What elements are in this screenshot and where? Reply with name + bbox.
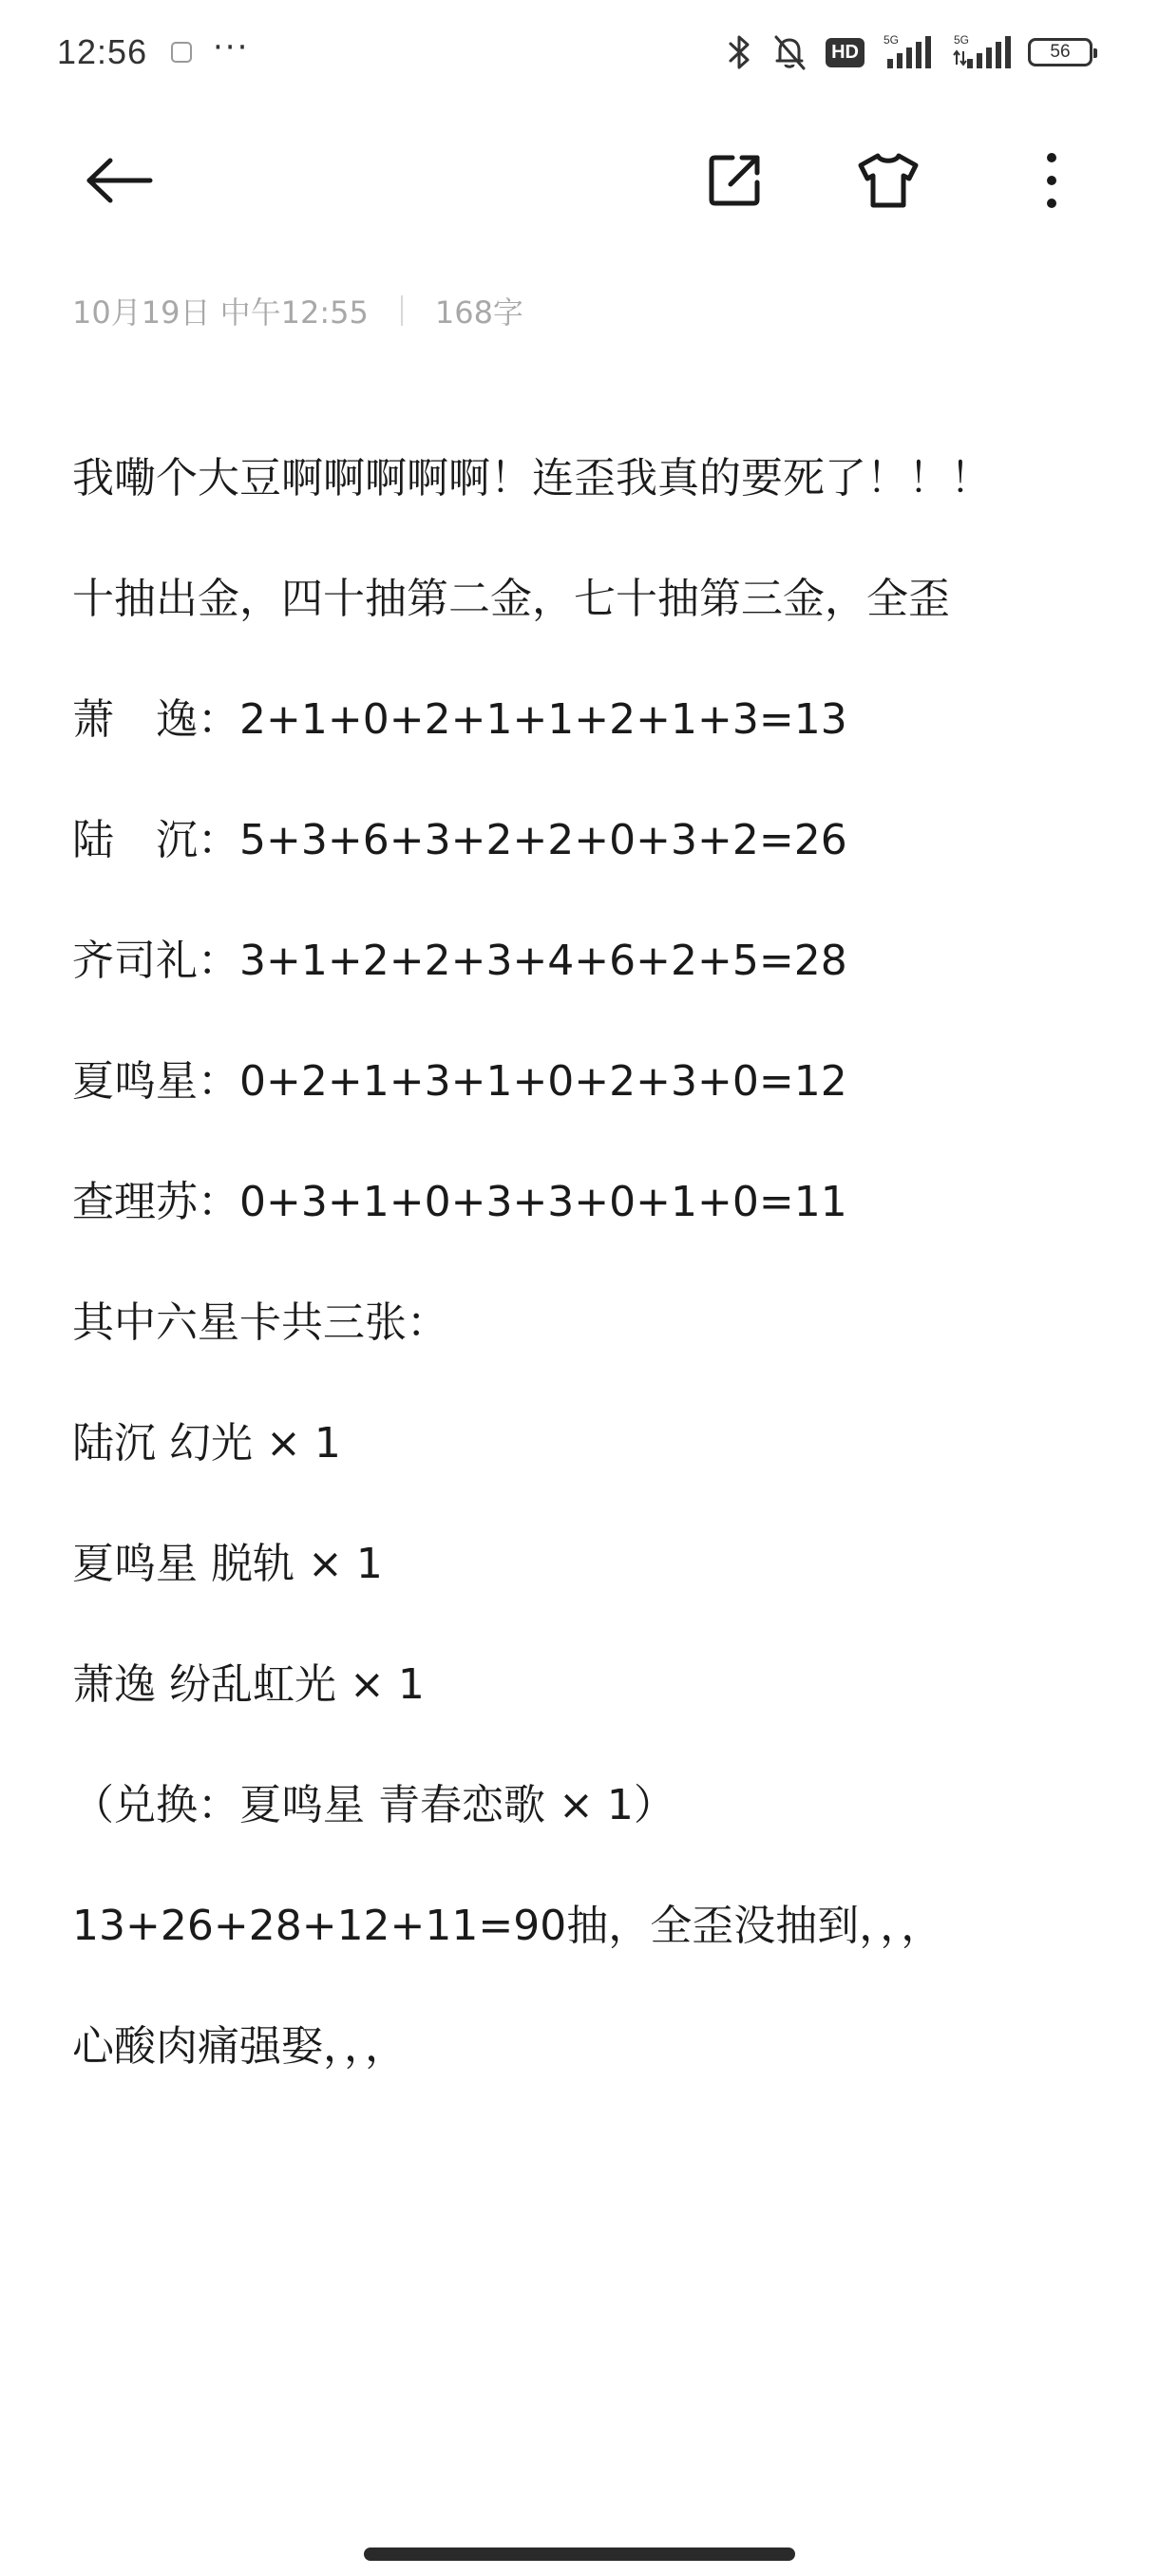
status-bar	[0, 0, 1159, 104]
network-type-label-secondary: 5G	[954, 33, 970, 47]
more-notifications-icon: ···	[213, 28, 250, 66]
note-line: 我嘞个大豆啊啊啊啊啊！连歪我真的要死了！！！	[72, 454, 992, 502]
status-icons	[725, 28, 1092, 76]
battery-icon: 56	[1028, 38, 1092, 66]
back-button[interactable]	[76, 142, 162, 218]
note-line: 陆 沉：5+3+6+3+2+2+0+3+2=26	[72, 816, 847, 864]
bluetooth-icon	[725, 33, 753, 71]
note-line: 夏鸣星：0+2+1+3+1+0+2+3+0=12	[72, 1057, 847, 1106]
note-toolbar	[0, 123, 1159, 237]
note-line: （兑换：夏鸣星 青春恋歌 × 1）	[72, 1781, 675, 1829]
note-line: 夏鸣星 脱轨 × 1	[72, 1540, 383, 1588]
note-datetime: 10月19日 中午12:55	[72, 294, 369, 331]
share-button[interactable]	[692, 142, 777, 218]
signal-icon-secondary	[950, 32, 1011, 72]
more-options-button[interactable]	[1009, 142, 1094, 218]
note-line: 13+26+28+12+11=90抽，全歪没抽到，，，	[72, 1902, 943, 1950]
note-line: 十抽出金，四十抽第二金，七十抽第三金，全歪	[72, 575, 950, 623]
note-line: 其中六星卡共三张：	[72, 1298, 448, 1347]
note-line: 萧 逸：2+1+0+2+1+1+2+1+3=13	[72, 695, 847, 744]
back-arrow-icon	[84, 157, 154, 204]
theme-button[interactable]	[846, 142, 931, 218]
note-line: 齐司礼：3+1+2+2+3+4+6+2+5=28	[72, 937, 847, 985]
note-line: 查理苏：0+3+1+0+3+3+0+1+0=11	[72, 1178, 847, 1226]
shirt-icon	[855, 150, 922, 211]
home-indicator[interactable]	[364, 2548, 795, 2561]
note-content[interactable]	[72, 418, 1098, 2107]
share-icon	[704, 150, 765, 211]
meta-divider	[401, 295, 403, 326]
signal-icon	[882, 32, 933, 72]
note-line: 心酸肉痛强娶，，，	[72, 2022, 407, 2071]
note-meta	[72, 289, 523, 332]
bell-muted-icon	[770, 32, 808, 72]
note-word-count: 168字	[434, 294, 523, 331]
note-line: 陆沉 幻光 × 1	[72, 1419, 341, 1468]
notification-app-icon	[171, 42, 192, 63]
note-line: 萧逸 纷乱虹光 × 1	[72, 1660, 425, 1709]
more-vert-icon	[1042, 150, 1061, 211]
hd-voice-badge: HD	[826, 38, 864, 67]
status-time: 12:56	[57, 32, 148, 71]
network-type-label: 5G	[884, 33, 900, 47]
